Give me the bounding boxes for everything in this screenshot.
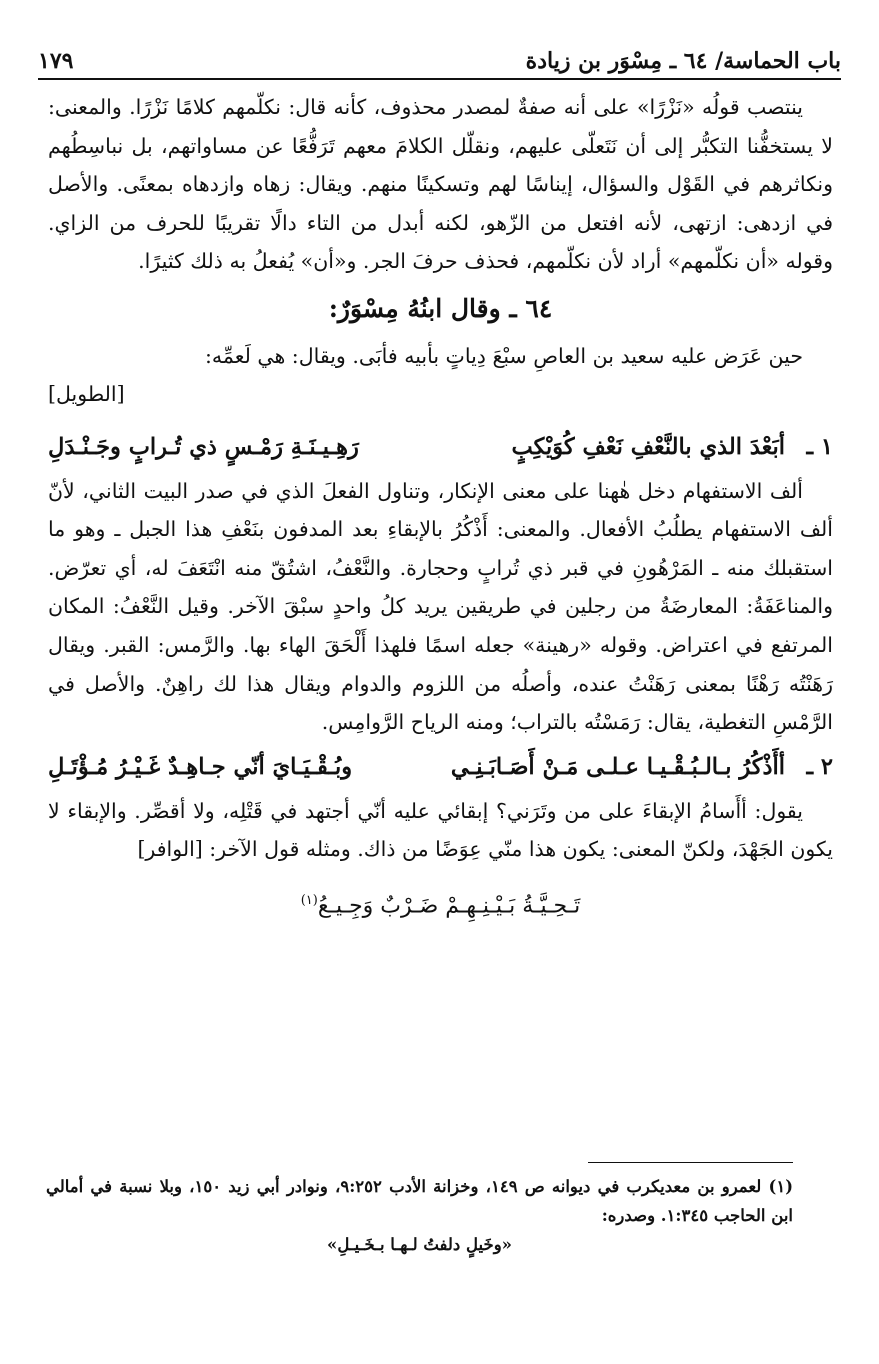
commentary-2: يقول: أأَسامُ الإبقاءَ على من وتَرَني؟ إبقائي عليه أنّي أجتهد في قَتْلِه، ولا أقصِّر. والإبقاء لا يكون الجَهْدَ، ولكنّ المعنى: يكون هذا منّي عِوَضًا من ذاك. ومثله قول الآخر: [الوافر] <box>48 798 833 862</box>
quoted-verse <box>48 873 833 934</box>
poem-intro: حين عَرَض عليه سعيد بن العاصِ سبْعَ دِياتٍ بأبيه فأبَى. ويقال: هي لَعمِّه: <box>204 343 803 368</box>
verse-number: ١ ـ <box>806 433 833 460</box>
verse-number: ٢ ـ <box>806 753 833 780</box>
footnote-reference: (١) <box>300 892 318 908</box>
footnote-1: (١) لعمرو بن معديكرب في ديوانه ص ١٤٩، وخزانة الأدب ٩:٢٥٢، ونوادر أبي زيد ١٥٠، وبلا نسبة في أمالي ابن الحاجب ١:٣٤٥. وصدره: <box>46 1177 794 1225</box>
page-number: ١٧٩ <box>38 48 74 74</box>
footnote-divider <box>588 1162 793 1163</box>
meter-label: [الطويل] <box>48 381 125 406</box>
section-heading: ٦٤ ـ وقال ابنُهُ مِسْوَرٌ: <box>328 293 553 323</box>
commentary-1: ألف الاستفهام دخل هٰهنا على معنى الإنكار، وتناول الفعلَ الذي في صدر البيت الثاني، لأنّ ألف الاستفهام يطلُبُ الأفعال. والمعنى: أَذْكُرُ بالإبقاءِ بعد المدفون بنَعْفِ هذا الجبل ـ وهو ما استقبلك منه ـ المَرْهُونِ في قبر ذي تُرابٍ وحجارة. والنَّعْفُ، اشتُقّ منه انْتَعَفَ له، أي تعرّض. والمناعَفَةُ: المعارضَةُ من رجلين في طريقين يريد كلُ واحدٍ سبْقَ الآخر. وقيل النَّعْفُ: المكان المرتفع في اعتراض. وقوله «رهينة» جعله اسمًا فلهذا أَلْحَقَ الهاء بها. والرَّمس: القبر. ويقال رَهَنْتُه رَهْنًا بمعنى رَهَنْتُ عنده، وأصلُه من اللزوم والدوام ويقال هذا لك راهِنٌ. والأصل في الرَّمْسِ التغطية، يقال: رَمَسْتُه بالتراب؛ ومنه الرياح الرَّوامِس. <box>48 478 833 735</box>
verse-second-half: وبُـقْـيَـايَ أنّي جـاهِـدٌ غَـيْـرُ مُـؤْتَـلِ <box>48 753 353 780</box>
verse-second-half: رَهِـيـنَـةِ رَمْـسٍ ذي تُـرابٍ وجَـنْـدَلِ <box>48 433 359 460</box>
verse-first-half: أبَعْدَ الذي بالنَّعْفِ نَعْفِ كُوَيْكِبٍ <box>511 433 785 460</box>
main-text <box>48 88 833 934</box>
paragraph-top: ينتصب قولُه «نَزْرًا» على أنه صفةٌ لمصدر محذوف، كأنه قال: نكلّمهم كلامًا نَزْرًا. والمعنى: لا يستخفُّنا التكبُّر إلى أن نَتَعلّى عليهم، ونقلّل الكلامَ معهم تَرَفُّعًا عن مساواتهم، بل نباسِطُهم ونكاثرهم في القَوْل والسؤال، إيناسًا لهم وتسكينًا منهم. ويقال: زهاه وازدهاه بمعنًى. والأصل في ازدهى: ازتهى، لأنه افتعل من الزّهو، لكنه أبدل من التاء دالًا تقريبًا للحرف من الزاي. وقوله «أن نكلّمهم» أراد لأن نكلّمهم، فحذف حرفَ الجر. و«أن» يُفعلُ به ذلك كثيرًا. <box>48 95 833 274</box>
footnotes <box>46 1172 793 1259</box>
quoted-verse-text: تَـحِـيَّـةُ بَـيْـنِـهِـمْ ضَـرْبٌ وَجِـيـعُ <box>317 893 581 919</box>
footnote-1-quote: «وخَيلٍ دلفتُ لـهـا بـخَـيـلِ» <box>327 1235 512 1254</box>
verse-first-half: أأَذْكُرُ بـالـبُـقْـيـا عـلـى مَـنْ أَصَـابَـنِـي <box>450 753 785 780</box>
running-header <box>38 36 841 80</box>
verse-2 <box>48 742 833 792</box>
verse-1 <box>48 422 833 472</box>
header-title: باب الحماسة/ ٦٤ ـ مِسْوَر بن زيادة <box>525 48 841 74</box>
